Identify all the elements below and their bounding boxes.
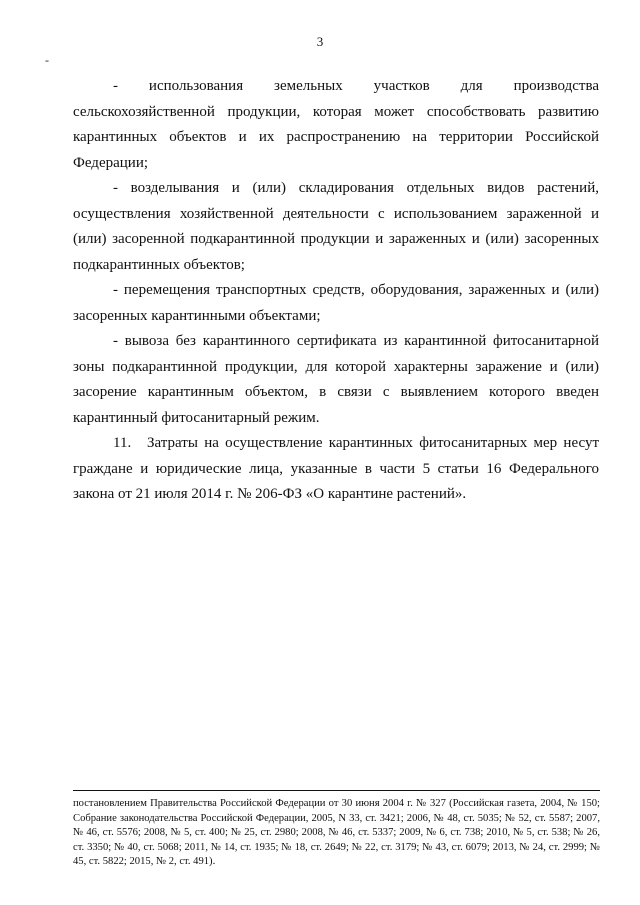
stray-mark: -: [45, 53, 49, 67]
document-body: [73, 74, 599, 508]
footnote: постановлением Правительства Российской Федерации от 30 июня 2004 г. № 327 (Российская газета, 2004, № 150; Собрание законодательства Российской Федерации, 2005, N 33, ст. 3421; 2006, № 48, ст. 5035; № 52, ст. 5587; 2007, № 46, ст. 5576; 2008, № 5, ст. 400; № 25, ст. 2980; 2008, № 46, ст. 5337; 2009, № 6, ст. 738; 2010, № 5, ст. 538; № 26, ст. 3350; № 40, ст. 5068; 2011, № 14, ст. 1935; № 18, ст. 2649; № 22, ст. 3179; № 43, ст. 6079; 2013, № 24, ст. 2999; № 45, ст. 5822; 2015, № 2, ст. 491).: [73, 798, 600, 868]
paragraph-transport: - перемещения транспортных средств, оборудования, зараженных и (или) засоренных карантинными объектами;: [73, 282, 599, 324]
footnote-divider: [73, 790, 600, 791]
paragraph-export: - вывоза без карантинного сертификата из карантинной фитосанитарной зоны подкарантинной продукции, для которой характерны заражение и (или) засорение карантинным объектом, в связи с выявлением которого введен карантинный фитосанитарный режим.: [73, 333, 599, 426]
item-11-text: Затраты на осуществление карантинных фитосанитарных мер несут граждане и юридические лица, указанные в части 5 статьи 16 Федерального закона от 21 июля 2014 г. № 206-ФЗ «О карантине растений».: [73, 435, 599, 502]
page-number: 3: [316, 34, 324, 49]
paragraph-cultivation: - возделывания и (или) складирования отдельных видов растений, осуществления хозяйственной деятельности с использованием зараженной и (или) засоренной подкарантинной продукции и зараженных и (или) засоренных подкарантинных объектов;: [73, 180, 599, 273]
item-number: 11.: [113, 435, 132, 451]
paragraph-item-11: [73, 431, 599, 508]
paragraph-land-use: - использования земельных участков для производства сельскохозяйственной продукции, которая может способствовать развитию карантинных объектов и их распространению на территории Российской Федерации;: [73, 78, 599, 171]
